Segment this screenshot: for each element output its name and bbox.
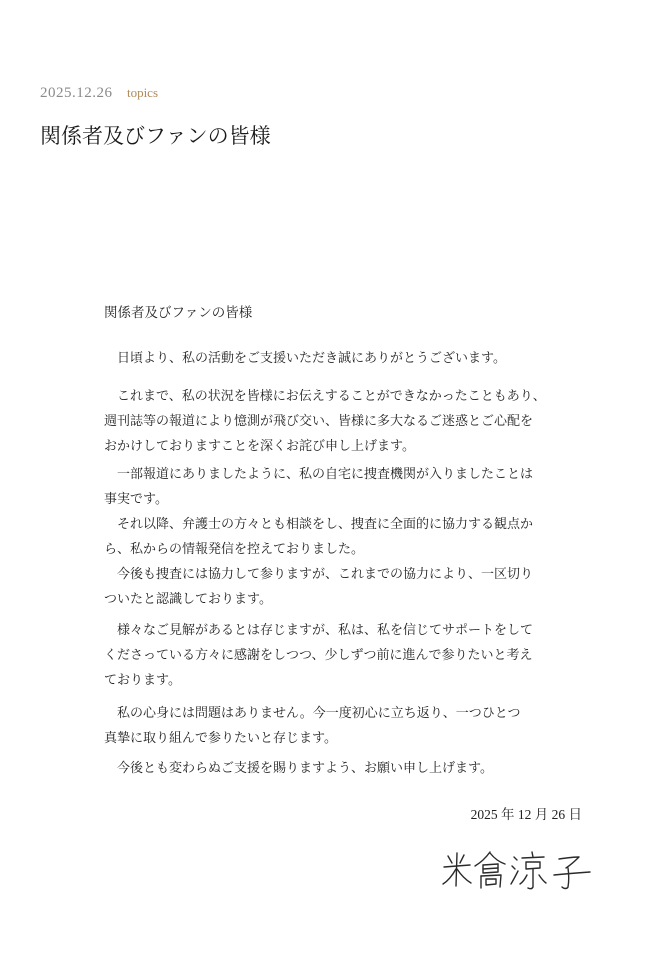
letter-line: 今後も捜査には協力して参りますが、これまでの協力により、一区切り — [104, 567, 534, 582]
letter-line: それ以降、弁護士の方々とも相談をし、捜査に全面的に協力する観点か — [104, 517, 534, 532]
post-category-link[interactable]: topics — [126, 85, 159, 100]
letter-line: 真摯に取り組んで参りたいと存じます。 — [104, 731, 337, 746]
page-title: 関係者及びファンの皆様 — [40, 124, 271, 148]
letter-line: 今後とも変わらぬご支援を賜りますよう、お願い申し上げます。 — [104, 761, 493, 776]
letter-line: これまで、私の状況を皆様にお伝えすることができなかったこともあり、 — [104, 389, 546, 404]
post-date: 2025.12.26 — [40, 85, 113, 101]
letter-line: 日頃より、私の活動をご支援いただき誠にありがとうございます。 — [104, 351, 506, 366]
letter-line: くださっている方々に感謝をしつつ、少しずつ前に進んで参りたいと考え — [104, 648, 533, 663]
letter-line: 私の心身には問題はありません。今一度初心に立ち返り、一つひとつ — [104, 706, 521, 721]
letter-line: 様々なご見解があるとは存じますが、私は、私を信じてサポートをして — [104, 623, 534, 638]
letter-line: ております。 — [104, 673, 181, 688]
letter-line: 週刊誌等の報道により憶測が飛び交い、皆様に多大なるご迷惑とご心配を — [104, 414, 534, 429]
letter-date: 2025 年 12 月 26 日 — [470, 807, 582, 822]
letter-line: おかけしておりますことを深くお詫び申し上げます。 — [104, 439, 415, 454]
letter-line: ら、私からの情報発信を控えておりました。 — [104, 542, 365, 557]
letter-line: 一部報道にありましたように、私の自宅に捜査機関が入りましたことは — [104, 467, 534, 482]
letter-line: ついたと認識しております。 — [104, 592, 272, 607]
letter-line: 事実です。 — [104, 492, 168, 507]
handwritten-signature — [438, 848, 608, 894]
letter-salutation: 関係者及びファンの皆様 — [104, 305, 253, 321]
